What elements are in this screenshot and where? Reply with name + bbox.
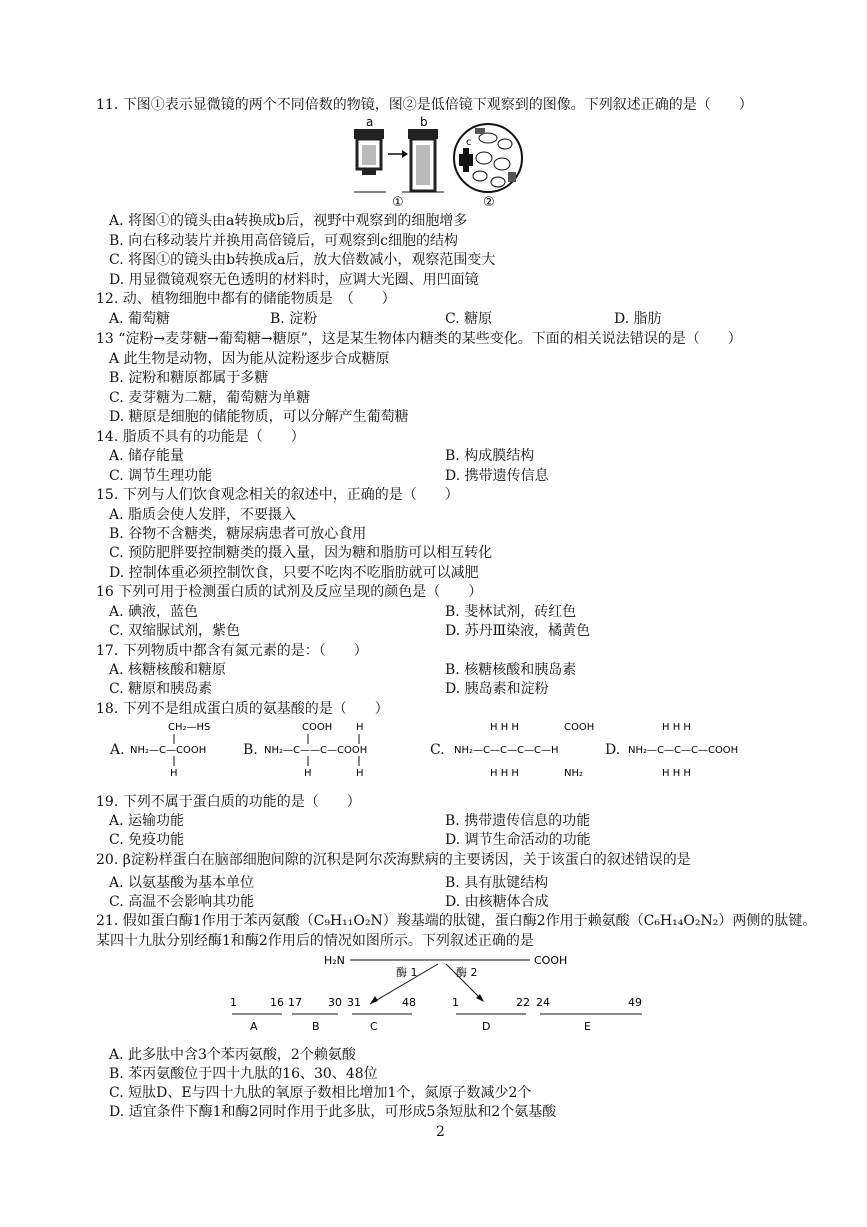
q20-stem: 20. β淀粉样蛋白在脑部细胞间隙的沉积是阿尔茨海默病的主要诱因，关于该蛋白的叙述错误的是 <box>96 852 691 868</box>
svg-text:H: H <box>170 768 178 779</box>
q21-option-b: B. 苯丙氨酸位于四十九肽的16、30、48位 <box>109 1066 378 1082</box>
svg-text:COOH: COOH <box>302 722 333 733</box>
q18-option-c: C. <box>430 742 445 758</box>
svg-text:D: D <box>482 1020 491 1033</box>
svg-text:49: 49 <box>628 996 642 1009</box>
label-a: a <box>366 115 374 129</box>
svg-text:NH₂—C—C—C—C—H: NH₂—C—C—C—C—H <box>454 745 559 756</box>
svg-text:H₂N: H₂N <box>324 954 345 967</box>
q21-stem-line2: 某四十九肽分别经酶1和酶2作用后的情况如图所示。下列叙述正确的是 <box>96 933 534 949</box>
q20-option-b: B. 具有肽键结构 <box>445 875 549 891</box>
q12-stem: 12. 动、植物细胞中都有的储能物质是 （ ） <box>96 291 396 307</box>
q13-option-a: A 此生物是动物，因为能从淀粉逐步合成糖原 <box>109 351 390 367</box>
q12-option-a: A. 葡萄糖 <box>109 311 171 327</box>
q21-option-c: C. 短肽D、E与四十九肽的氧原子数相比增加1个，氮原子数减少2个 <box>109 1085 532 1101</box>
q14-option-b: B. 构成膜结构 <box>445 448 535 464</box>
q11-option-d: D. 用显微镜观察无色透明的材料时，应调大光圈、用凹面镜 <box>109 272 479 288</box>
svg-text:H: H <box>356 722 364 733</box>
q12-option-d: D. 脂肪 <box>614 311 662 327</box>
q19-option-c: C. 免疫功能 <box>109 832 185 848</box>
label-b: b <box>420 115 428 129</box>
q21-peptide-figure <box>220 950 660 1036</box>
svg-text:24: 24 <box>536 996 550 1009</box>
svg-text:H: H <box>356 768 364 779</box>
svg-text:NH₂—C——C—COOH: NH₂—C——C—COOH <box>264 745 368 756</box>
svg-text:H H H: H H H <box>490 722 519 733</box>
q18-structure-b <box>262 718 412 780</box>
q18-option-d: D. <box>605 742 621 758</box>
svg-text:酶 2: 酶 2 <box>456 966 478 979</box>
svg-text:A: A <box>250 1020 258 1033</box>
q19-stem: 19. 下列不属于蛋白质的功能的是（ ） <box>96 794 361 810</box>
q11-option-c: C. 将图①的镜头由b转换成a后，放大倍数减小，观察范围变大 <box>109 252 496 268</box>
svg-text:16: 16 <box>270 996 284 1009</box>
svg-text:17: 17 <box>288 996 302 1009</box>
q11-option-b: B. 向右移动装片并换用高倍镜后，可观察到c细胞的结构 <box>109 233 459 249</box>
q18-option-b: B. <box>243 742 258 758</box>
svg-text:1: 1 <box>230 996 237 1009</box>
svg-text:1: 1 <box>452 996 459 1009</box>
page-number: 2 <box>436 1124 445 1140</box>
q21-stem-line1: 21. 假如蛋白酶1作用于苯丙氨酸（C₉H₁₁O₂N）羧基端的肽键，蛋白酶2作用于赖氨酸（C₆H₁₄O₂N₂）两侧的肽键。 <box>96 913 817 929</box>
q13-stem: 13 “淀粉→麦芽糖→葡萄糖→糖原”，这是某生物体内糖类的某些变化。下面的相关说法错误的是（ ） <box>96 331 742 347</box>
q16-option-a: A. 碘液，蓝色 <box>109 604 199 620</box>
svg-text:COOH: COOH <box>564 722 595 733</box>
label-2: ② <box>483 195 495 210</box>
q18-structure-c <box>452 718 607 782</box>
q17-option-d: D. 胰岛素和淀粉 <box>445 681 549 697</box>
svg-text:H: H <box>304 768 312 779</box>
q11-microscope-figure <box>340 114 530 210</box>
q14-option-d: D. 携带遗传信息 <box>445 468 549 484</box>
q13-option-c: C. 麦芽糖为二糖，葡萄糖为单糖 <box>109 390 311 406</box>
svg-text:B: B <box>312 1020 320 1033</box>
q11-stem: 11. 下图①表示显微镜的两个不同倍数的物镜，图②是低倍镜下观察到的图像。下列叙述正确的是（ ） <box>96 97 753 113</box>
q14-stem: 14. 脂质不具有的功能是（ ） <box>96 429 305 445</box>
svg-text:22: 22 <box>516 996 530 1009</box>
q19-option-d: D. 调节生命活动的功能 <box>445 832 591 848</box>
svg-text:E: E <box>584 1020 591 1033</box>
q12-option-c: C. 糖原 <box>445 311 493 327</box>
svg-text:NH₂: NH₂ <box>564 768 584 779</box>
q18-option-a: A. <box>110 742 125 758</box>
q17-option-b: B. 核糖核酸和胰岛素 <box>445 662 577 678</box>
svg-text:H H H: H H H <box>662 722 691 733</box>
svg-text:30: 30 <box>328 996 342 1009</box>
q17-stem: 17. 下列物质中都含有氮元素的是：（ ） <box>96 643 368 659</box>
q13-option-d: D. 糖原是细胞的储能物质，可以分解产生葡萄糖 <box>109 409 409 425</box>
q19-option-b: B. 携带遗传信息的功能 <box>445 813 591 829</box>
q19-option-a: A. 运输功能 <box>109 813 185 829</box>
q16-option-c: C. 双缩脲试剂，紫色 <box>109 623 241 639</box>
q16-stem: 16 下列可用于检测蛋白质的试剂及反应呈现的颜色是（ ） <box>96 584 483 600</box>
q17-option-c: C. 糖原和胰岛素 <box>109 681 213 697</box>
q12-option-b: B. 淀粉 <box>270 311 318 327</box>
svg-text:NH₂—C—C—C—COOH: NH₂—C—C—C—COOH <box>628 745 739 756</box>
svg-text:CH₂—HS: CH₂—HS <box>168 722 211 733</box>
q11-option-a: A. 将图①的镜头由a转换成b后，视野中观察到的细胞增多 <box>109 213 468 229</box>
svg-text:48: 48 <box>402 996 416 1009</box>
svg-text:NH₂—C—COOH: NH₂—C—COOH <box>130 745 207 756</box>
q20-option-d: D. 由核糖体合成 <box>445 894 549 910</box>
svg-text:COOH: COOH <box>534 954 568 967</box>
q14-option-c: C. 调节生理功能 <box>109 468 213 484</box>
q17-option-a: A. 核糖核酸和糖原 <box>109 662 227 678</box>
svg-text:C: C <box>370 1020 378 1033</box>
q20-option-c: C. 高温不会影响其功能 <box>109 894 255 910</box>
q21-option-a: A. 此多肽中含3个苯丙氨酸，2个赖氨酸 <box>109 1047 356 1063</box>
q15-stem: 15. 下列与人们饮食观念相关的叙述中，正确的是（ ） <box>96 487 459 503</box>
q15-option-b: B. 谷物不含糖类，糖尿病患者可放心食用 <box>109 526 367 542</box>
q15-option-d: D. 控制体重必须控制饮食，只要不吃肉不吃脂肪就可以减肥 <box>109 565 479 581</box>
q13-option-b: B. 淀粉和糖原都属于多糖 <box>109 370 269 386</box>
svg-text:H H H: H H H <box>490 768 519 779</box>
q15-option-a: A. 脂质会使人发胖，不要摄入 <box>109 507 297 523</box>
q20-option-a: A. 以氨基酸为基本单位 <box>109 875 255 891</box>
q18-stem: 18. 下列不是组成蛋白质的氨基酸的是（ ） <box>96 701 389 717</box>
svg-text:酶 1: 酶 1 <box>396 966 418 979</box>
label-1: ① <box>392 195 404 210</box>
q14-option-a: A. 储存能量 <box>109 448 185 464</box>
q18-structure-d <box>626 718 761 780</box>
q15-option-c: C. 预防肥胖要控制糖类的摄入量，因为糖和脂肪可以相互转化 <box>109 545 493 561</box>
svg-text:31: 31 <box>347 996 361 1009</box>
label-c: c <box>466 137 472 148</box>
q21-option-d: D. 适宜条件下酶1和酶2同时作用于此多肽，可形成5条短肽和2个氨基酸 <box>109 1104 557 1120</box>
svg-text:H H H: H H H <box>662 768 691 779</box>
q18-structure-a <box>128 718 228 780</box>
q16-option-b: B. 斐林试剂，砖红色 <box>445 604 577 620</box>
q16-option-d: D. 苏丹Ⅲ染液，橘黄色 <box>445 623 591 639</box>
